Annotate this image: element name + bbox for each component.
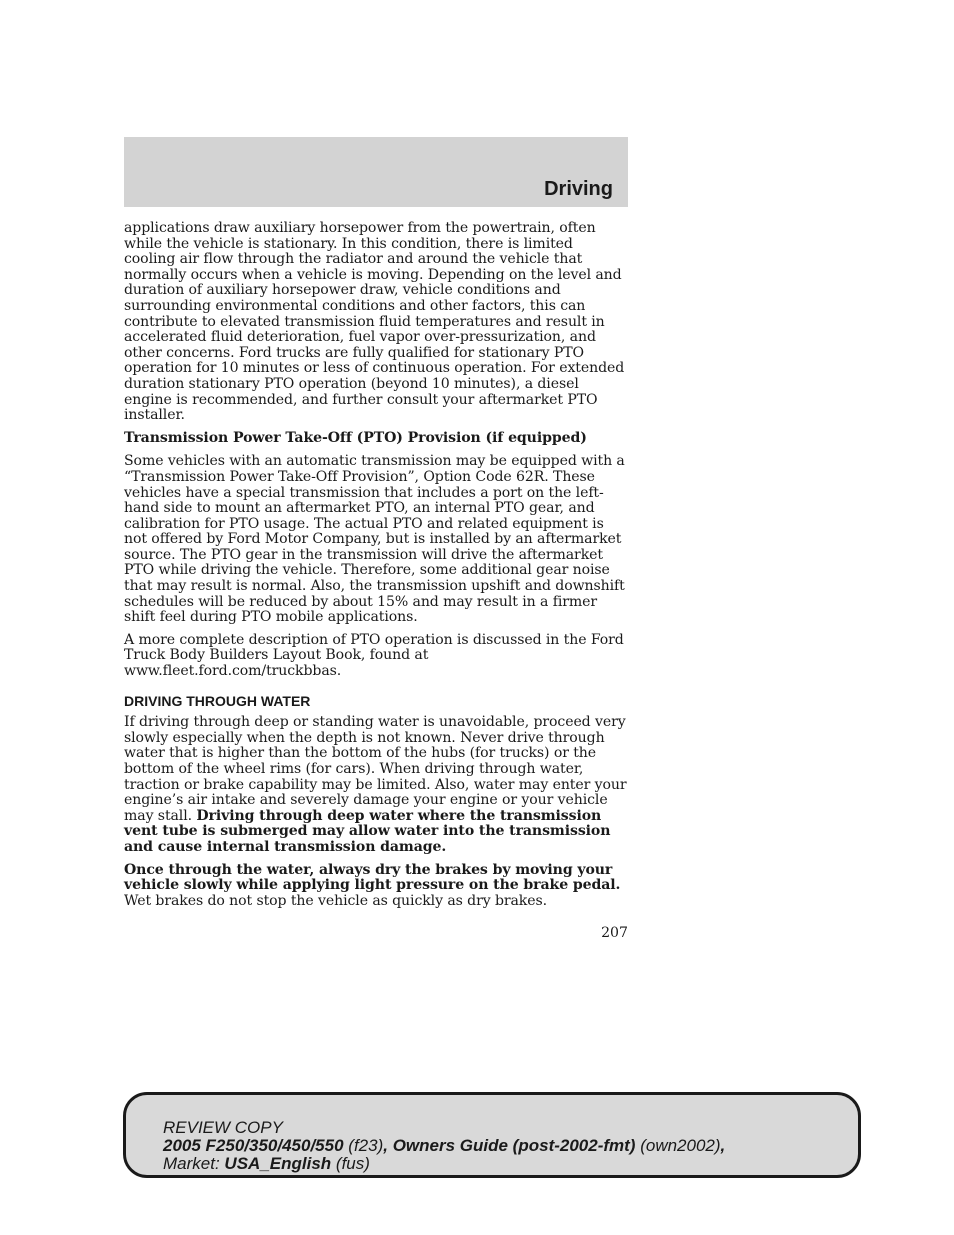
brakes-warning-text: Once through the water, always dry the brakes by moving your vehicle slowly while applying light pressure on the brake pedal. — [124, 861, 621, 894]
water-text: If driving through deep or standing water is unavoidable, proceed very slowly especially when the depth is not known. Never drive through water that is higher than the bottom of the hubs (for trucks) or the bottom of the wheel rims (for cars). When driving through water, traction or brake capability may be limited. Also, water may enter your engine’s air intake and severely damage your engine or your vehicle may stall. — [124, 714, 627, 824]
pto-provision-paragraph: Some vehicles with an automatic transmission may be equipped with a “Transmission Power Take-Off Provision”, Option Code 62R. These vehicles have a special transmission that includes a port on the left-hand side to mount an aftermarket PTO, an internal PTO gear, and calibration for PTO usage. The actual PTO and related equipment is not offered by Ford Motor Company, but is installed by an aftermarket source. The PTO gear in the transmission will drive the aftermarket PTO while driving the vehicle. Therefore, some additional gear noise that may result is normal. Also, the transmission upshift and downshift schedules will be reduced by about 15% and may result in a firmer shift feel during PTO mobile applications. — [124, 453, 625, 626]
footer-model: 2005 F250/350/450/550 — [163, 1136, 344, 1155]
footer-market-line — [163, 1155, 725, 1173]
section-title: Driving — [544, 178, 613, 200]
footer-model-line — [163, 1137, 725, 1155]
driving-through-water-heading: DRIVING THROUGH WATER — [124, 692, 311, 709]
intro-paragraph: applications draw auxiliary horsepower from the powertrain, often while the vehicle is stationary. In this condition, there is limited cooling air flow through the radiator and around the vehicle that normally occurs when a vehicle is moving. Depending on the level and duration of auxiliary horsepower draw, vehicle conditions and surrounding environmental conditions and other factors, this can contribute to elevated transmission fluid temperatures and result in accelerated fluid deterioration, fuel vapor over-pressurization, and other concerns. Ford trucks are fully qualified for stationary PTO operation for 10 minutes or less of continuous operation. For extended duration stationary PTO operation (beyond 10 minutes), a diesel engine is recommended, and further consult your aftermarket PTO installer. — [124, 220, 625, 424]
pto-provision-heading: Transmission Power Take-Off (PTO) Provision (if equipped) — [124, 429, 587, 446]
brakes-text: Wet brakes do not stop the vehicle as quickly as dry brakes. — [124, 892, 547, 909]
page-content — [124, 221, 628, 916]
water-paragraph — [124, 715, 628, 855]
footer-market-value: USA_English — [224, 1154, 332, 1173]
footer-text — [163, 1119, 725, 1173]
footer-comma: , — [720, 1136, 726, 1155]
brakes-paragraph — [124, 863, 628, 910]
footer-guide-code: (own2002) — [640, 1136, 721, 1155]
section-header-band — [124, 137, 628, 207]
footer-model-code: (f23) — [348, 1136, 384, 1155]
water-warning-text: Driving through deep water where the transmission vent tube is submerged may allow water into the transmission and cause internal transmission damage. — [124, 807, 611, 855]
footer-market-code: (fus) — [335, 1154, 370, 1173]
page-number: 207 — [601, 925, 628, 941]
footer-guide-title: , Owners Guide (post-2002-fmt) — [383, 1136, 636, 1155]
footer-market-label: Market: — [163, 1154, 220, 1173]
pto-reference-paragraph: A more complete description of PTO operation is discussed in the Ford Truck Body Builders Layout Book, found at www.fleet.ford.com/truckbbas. — [124, 631, 624, 680]
review-copy-label: REVIEW COPY — [163, 1118, 283, 1137]
review-copy-footer — [123, 1092, 861, 1178]
